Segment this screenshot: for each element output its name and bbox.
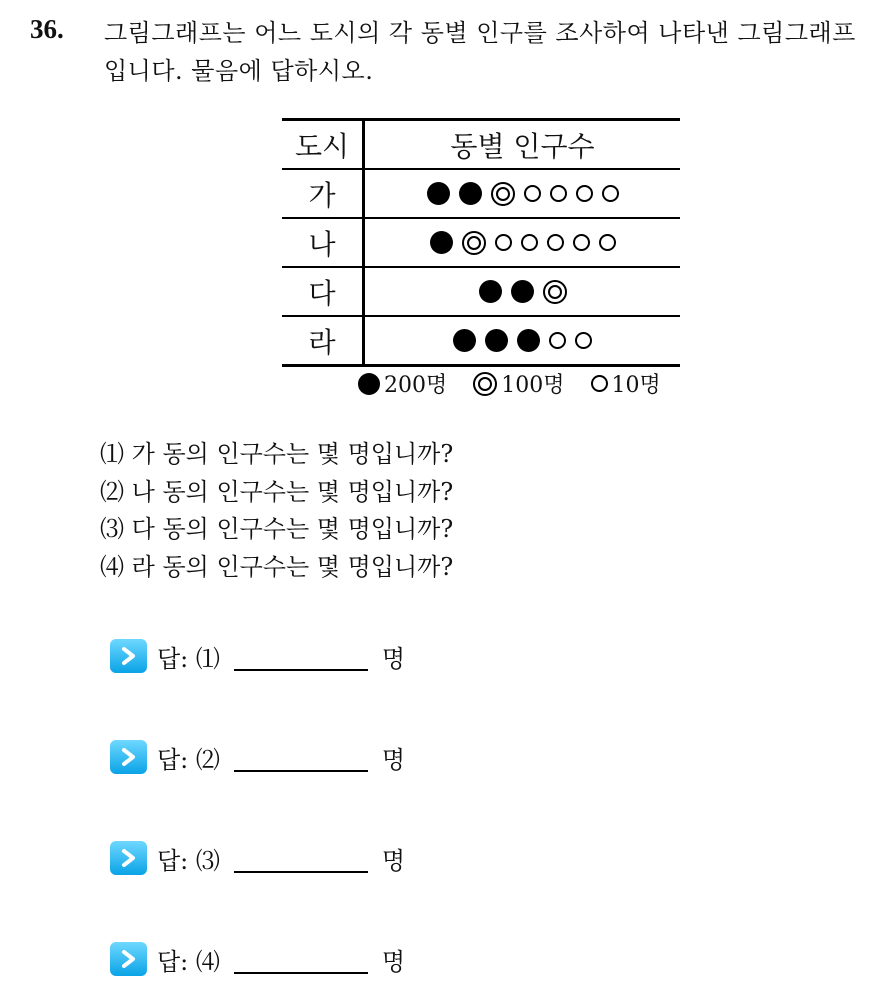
double-circle-icon bbox=[491, 182, 515, 206]
answer-unit: 명 bbox=[381, 644, 406, 673]
legend-item-small bbox=[591, 368, 661, 399]
answer-unit: 명 bbox=[381, 947, 406, 976]
answer-blank[interactable] bbox=[234, 641, 368, 671]
small-circle-icon bbox=[602, 185, 619, 202]
city-label: 나 bbox=[282, 218, 364, 267]
filled-circle-icon bbox=[453, 329, 476, 352]
legend-big-label: 200명 bbox=[384, 373, 448, 398]
small-circle-icon bbox=[524, 185, 541, 202]
answer-row-2 bbox=[110, 737, 405, 777]
chevron-right-icon bbox=[110, 841, 147, 875]
header-city: 도시 bbox=[282, 120, 364, 170]
answer-row-1 bbox=[110, 636, 405, 676]
filled-circle-icon bbox=[511, 280, 534, 303]
symbol-row bbox=[365, 231, 680, 255]
symbol-row bbox=[365, 329, 680, 352]
small-circle-icon bbox=[591, 375, 608, 392]
chevron-right-icon bbox=[110, 740, 147, 774]
header-population: 동별 인구수 bbox=[450, 129, 595, 163]
answer-blank[interactable] bbox=[234, 742, 368, 772]
answer-unit: 명 bbox=[381, 745, 406, 774]
city-label: 라 bbox=[282, 316, 364, 366]
small-circle-icon bbox=[547, 234, 564, 251]
filled-circle-icon bbox=[358, 373, 380, 395]
small-circle-icon bbox=[495, 234, 512, 251]
small-circle-icon bbox=[550, 185, 567, 202]
filled-circle-icon bbox=[427, 182, 450, 205]
small-circle-icon bbox=[575, 332, 592, 349]
chevron-right-icon bbox=[110, 639, 147, 673]
subquestion-2: ⑵ 나 동의 인구수는 몇 명입니까? bbox=[100, 478, 454, 506]
small-circle-icon bbox=[599, 234, 616, 251]
answer-blank[interactable] bbox=[234, 843, 368, 873]
filled-circle-icon bbox=[485, 329, 508, 352]
small-circle-icon bbox=[573, 234, 590, 251]
double-circle-icon bbox=[543, 280, 567, 304]
city-label: 가 bbox=[282, 169, 364, 218]
legend bbox=[358, 368, 688, 399]
filled-circle-icon bbox=[517, 329, 540, 352]
small-circle-icon bbox=[549, 332, 566, 349]
picture-graph bbox=[282, 118, 680, 367]
small-circle-icon bbox=[576, 185, 593, 202]
legend-mid-label: 100명 bbox=[501, 373, 565, 398]
filled-circle-icon bbox=[479, 280, 502, 303]
filled-circle-icon bbox=[459, 182, 482, 205]
legend-small-label: 10명 bbox=[611, 373, 661, 398]
symbol-row bbox=[365, 182, 680, 206]
answer-blank[interactable] bbox=[234, 944, 368, 974]
answer-row-3 bbox=[110, 838, 405, 878]
answer-label: 답: ⑴ bbox=[157, 644, 220, 673]
question-text: 그림그래프는 어느 도시의 각 동별 인구를 조사하여 나타낸 그림그래프입니다. 물음에 답하시오. bbox=[104, 19, 856, 85]
chevron-right-icon bbox=[110, 942, 147, 976]
answer-label: 답: ⑵ bbox=[157, 745, 220, 774]
subquestion-1: ⑴ 가 동의 인구수는 몇 명입니까? bbox=[100, 440, 454, 468]
question-number: 36. bbox=[30, 14, 64, 44]
answer-label: 답: ⑷ bbox=[157, 947, 220, 976]
subquestion-3: ⑶ 다 동의 인구수는 몇 명입니까? bbox=[100, 515, 454, 543]
legend-item-big bbox=[358, 368, 447, 399]
answer-unit: 명 bbox=[381, 846, 406, 875]
double-circle-icon bbox=[462, 231, 486, 255]
filled-circle-icon bbox=[430, 231, 453, 254]
subquestion-4: ⑷ 라 동의 인구수는 몇 명입니까? bbox=[100, 553, 454, 581]
double-circle-icon bbox=[473, 372, 497, 396]
small-circle-icon bbox=[521, 234, 538, 251]
legend-item-mid bbox=[473, 368, 564, 399]
symbol-row bbox=[365, 280, 680, 304]
answer-label: 답: ⑶ bbox=[157, 846, 220, 875]
answer-row-4 bbox=[110, 939, 405, 979]
city-label: 다 bbox=[282, 267, 364, 316]
